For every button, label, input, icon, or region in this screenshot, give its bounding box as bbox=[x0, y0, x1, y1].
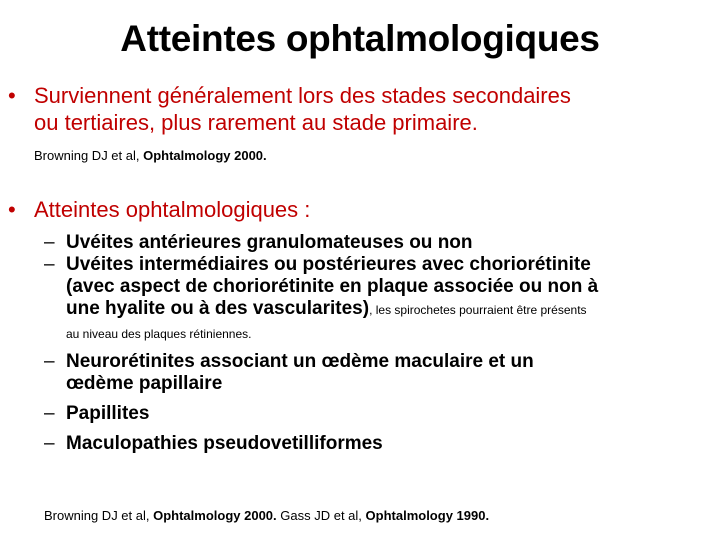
dash-glyph: – bbox=[44, 254, 55, 275]
subitem-note-a: , les spirochetes pourraient être présents bbox=[369, 303, 587, 317]
subitem-text-line2: (avec aspect de choriorétinite en plaque associée ou non à bbox=[66, 276, 599, 297]
bullet-dot: • bbox=[8, 197, 16, 222]
bullet-onset-line1: Surviennent généralement lors des stades secondaires bbox=[34, 83, 571, 108]
subitem-text-line1: Uvéites intermédiaires ou postérieures avec choriorétinite bbox=[66, 254, 591, 275]
reference-2-authors-2: Gass JD et al, bbox=[276, 508, 366, 523]
subitem-text-line1: Neurorétinites associant un œdème maculaire et un bbox=[66, 351, 534, 372]
reference-1-authors: Browning DJ et al, bbox=[34, 148, 144, 163]
subitem-text-line2: œdème papillaire bbox=[66, 373, 223, 394]
subitem-text: Maculopathies pseudovetilliformes bbox=[66, 433, 383, 454]
subitem-uveites-anterieures bbox=[44, 232, 598, 254]
reference-1 bbox=[34, 148, 267, 163]
dash-glyph: – bbox=[44, 232, 55, 253]
subitem-papillites bbox=[44, 403, 598, 425]
dash-glyph: – bbox=[44, 403, 55, 424]
reference-2 bbox=[44, 508, 489, 523]
dash-glyph: – bbox=[44, 433, 55, 454]
subitem-neuroretinites bbox=[44, 351, 598, 395]
reference-2-authors-1: Browning DJ et al, bbox=[44, 508, 154, 523]
bullet-onset-line2: ou tertiaires, plus rarement au stade primaire. bbox=[34, 110, 478, 135]
subitem-list bbox=[44, 232, 598, 455]
subitem-maculopathies bbox=[44, 433, 598, 455]
subitem-note-b: au niveau des plaques rétiniennes. bbox=[66, 327, 252, 341]
subitem-text: Uvéites antérieures granulomateuses ou non bbox=[66, 232, 473, 253]
subitem-text: Papillites bbox=[66, 403, 150, 424]
subitem-text-line3: une hyalite ou à des vascularites) bbox=[66, 298, 370, 319]
reference-2-journal-1: Ophtalmology 2000. bbox=[153, 508, 277, 523]
bullet-manifestations-label: Atteintes ophtalmologiques : bbox=[34, 197, 311, 222]
bullet-dot: • bbox=[8, 83, 16, 108]
dash-glyph: – bbox=[44, 351, 55, 372]
reference-2-journal-2: Ophtalmology 1990. bbox=[365, 508, 490, 523]
reference-1-journal: Ophtalmology 2000. bbox=[143, 148, 267, 163]
subitem-uveites-intermediaires bbox=[44, 254, 598, 345]
slide-title: Atteintes ophtalmologiques bbox=[120, 18, 600, 59]
